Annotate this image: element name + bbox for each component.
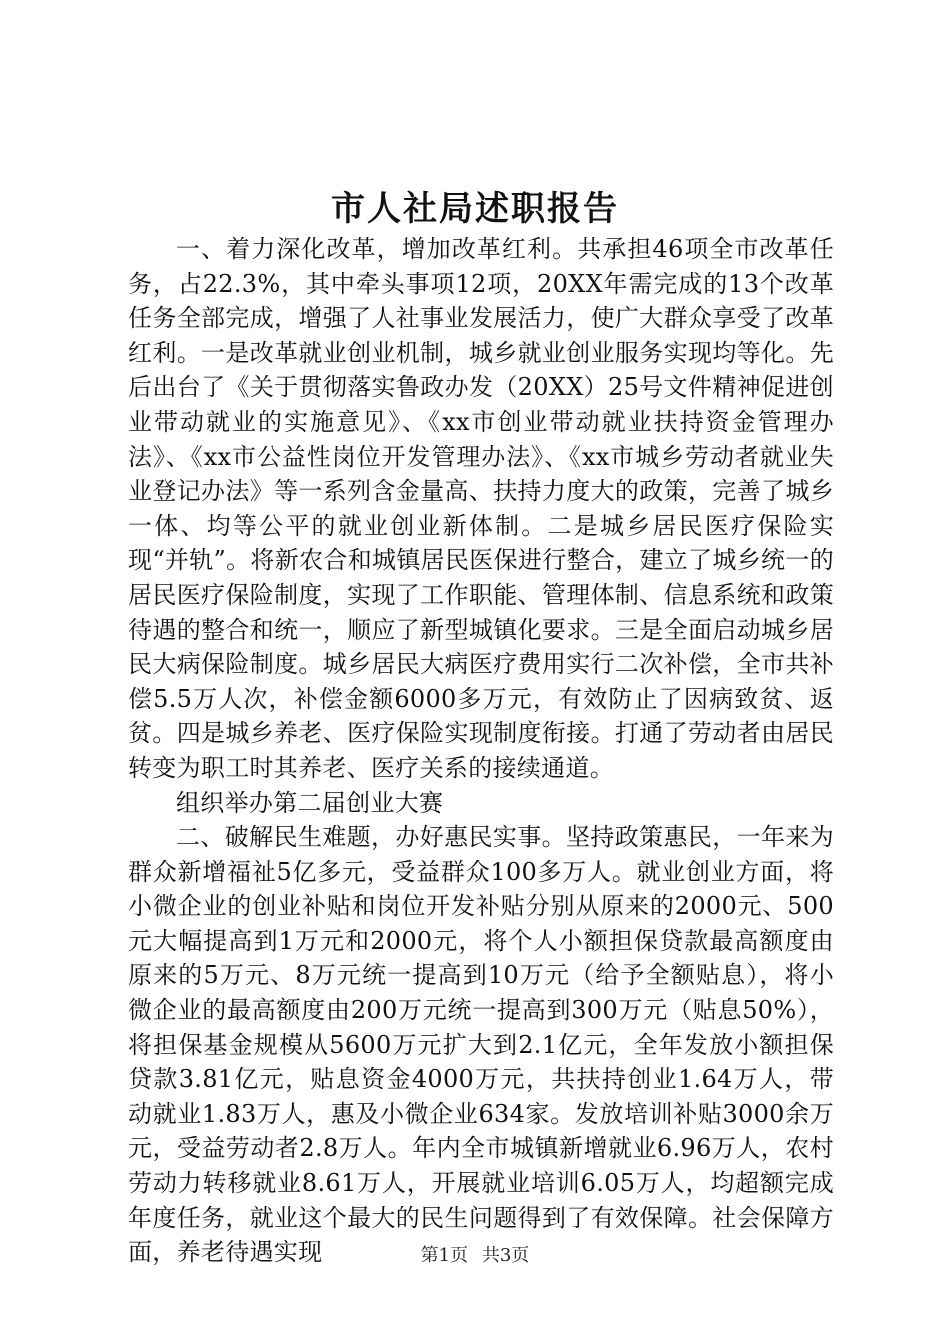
page-footer	[0, 1244, 950, 1268]
page-number: 第1页	[420, 1245, 469, 1266]
paragraph-livelihood: 二、破解民生难题，办好惠民实事。坚持政策惠民，一年来为群众新增福祉5亿多元，受益群众100多万人。就业创业方面，将小微企业的创业补贴和岗位开发补贴分别从原来的2000元、500元大幅提高到1万元和2000元，将个人小额担保贷款最高额度由原来的5万元、8万元统一提高到10万元（给予全额贴息），将小微企业的最高额度由200万元统一提高到300万元（贴息50%），将担保基金规模从5600万元扩大到2.1亿元，全年发放小额担保贷款3.81亿元，贴息资金4000万元，共扶持创业1.64万人，带动就业1.83万人，惠及小微企业634家。发放培训补贴3000余万元，受益劳动者2.8万人。年内全市城镇新增就业6.96万人，农村劳动力转移就业8.61万人，开展就业培训6.05万人，均超额完成年度任务，就业这个最大的民生问题得到了有效保障。社会保障方面，养老待遇实现	[128, 823, 834, 1267]
page-total: 共3页	[481, 1245, 530, 1266]
page-title: 市人社局述职报告	[331, 189, 619, 229]
document-body	[128, 232, 834, 1270]
paragraph-reform: 一、着力深化改革，增加改革红利。共承担46项全市改革任务，占22.3%，其中牵头事项12项，20XX年需完成的13个改革任务全部完成，增强了人社事业发展活力，使广大群众享受了改革红利。一是改革就业创业机制，城乡就业创业服务实现均等化。先后出台了《关于贯彻落实鲁政办发（20XX）25号文件精神促进创业带动就业的实施意见》、《xx市创业带动就业扶持资金管理办法》、《xx市公益性岗位开发管理办法》、《xx市城乡劳动者就业失业登记办法》等一系列含金量高、扶持力度大的政策，完善了城乡一体、均等公平的就业创业新体制。二是城乡居民医疗保险实现“并轨”。将新农合和城镇居民医保进行整合，建立了城乡统一的居民医疗保险制度，实现了工作职能、管理体制、信息系统和政策待遇的整合和统一，顺应了新型城镇化要求。三是全面启动城乡居民大病保险制度。城乡居民大病医疗费用实行二次补偿，全市共补偿5.5万人次，补偿金额6000多万元，有效防止了因病致贫、返贫。四是城乡养老、医疗保险实现制度衔接。打通了劳动者由居民转变为职工时其养老、医疗关系的接续通道。	[128, 235, 834, 782]
paragraph-contest: 组织举办第二届创业大赛	[176, 788, 444, 817]
